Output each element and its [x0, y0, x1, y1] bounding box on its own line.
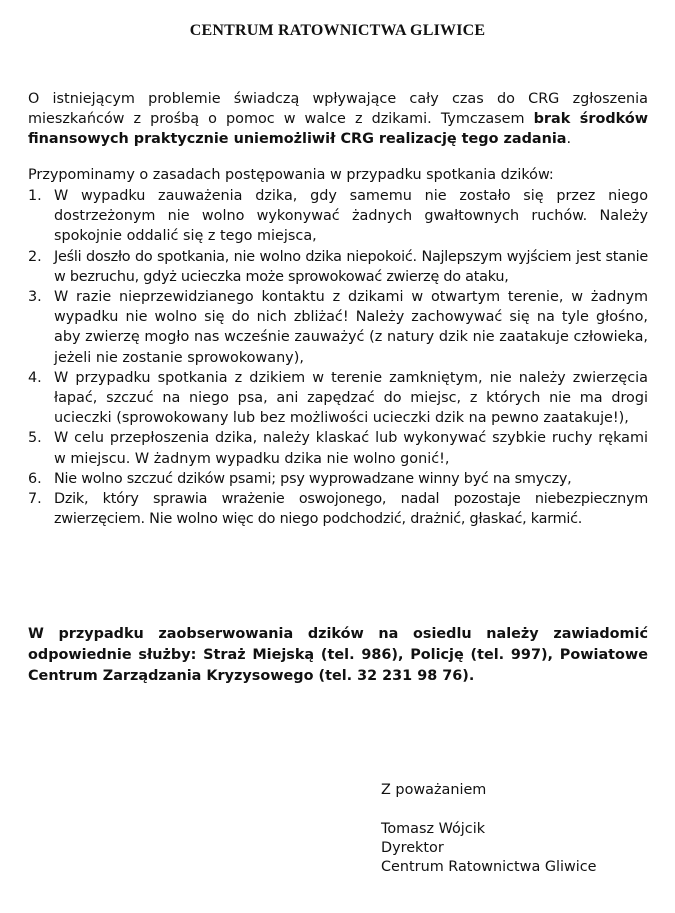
rule-text: W celu przepłoszenia dzika, należy klaskać lub wykonywać szybkie ruchy rękami w miejscu. W żadnym wypadku dzika nie wolno gonić!,: [54, 430, 648, 467]
rule-item-3: [28, 287, 648, 368]
signatory-name: Tomasz Wójcik: [381, 821, 486, 837]
rule-text: W wypadku zauważenia dzika, gdy samemu nie zostało się przez niego dostrzeżonym nie wolno wykonywać żadnych gwałtownych ruchów. Należy spokojnie oddalić się z tego miejsca,: [54, 188, 648, 245]
rule-item-4: [28, 368, 648, 429]
intro-bold-text: brak środków finansowych praktycznie uniemożliwił CRG realizację tego zadania: [28, 111, 648, 147]
rule-number: 1.: [28, 188, 42, 204]
rule-item-1: [28, 186, 648, 247]
signatory-position: Dyrektor: [381, 840, 444, 856]
rule-text: W razie nieprzewidzianego kontaktu z dzikami w otwartym terenie, w żadnym wypadku nie wolno się do nich zbliżać! Należy zachowywać się na tyle głośno, aby zwierzę mogło nas wcześnie zauważyć (z natury dzik nie zaatakuje człowieka, jeżeli nie zostanie sprowokowany),: [54, 289, 648, 366]
rule-item-7: [28, 489, 648, 529]
closing-regards: Z poważaniem: [381, 782, 487, 798]
signature-block: [381, 820, 597, 877]
notice-paragraph: W przypadku zaobserwowania dzików na osiedlu należy zawiadomić odpowiednie służby: Straż Miejską (tel. 986), Policję (tel. 997), Powiatowe Centrum Zarządzania Kryzysowego (tel. 32 231 98 76).: [28, 626, 648, 684]
rule-number: 7.: [28, 491, 42, 508]
intro-paragraph: [28, 89, 648, 149]
rule-item-2: [28, 247, 648, 287]
rule-number: 2.: [28, 248, 42, 265]
document-title: CENTRUM RATOWNICTWA GLIWICE: [189, 22, 486, 39]
rule-item-5: [28, 428, 648, 468]
intro-text-end: .: [566, 131, 572, 147]
rule-number: 6.: [28, 470, 42, 487]
signatory-organization: Centrum Ratownictwa Gliwice: [381, 859, 597, 875]
rule-number: 3.: [28, 289, 42, 306]
rule-text: W przypadku spotkania z dzikiem w terenie zamkniętym, nie należy zwierzęcia łapać, szczuć na niego psa, ani zapędzać do miejsc, z których nie ma drogi ucieczki (sprowokowany lub bez możliwości ucieczki dzik na pewno zaatakuje!),: [54, 369, 648, 427]
rule-text: Jeśli doszło do spotkania, nie wolno dzika niepokoić. Najlepszym wyjściem jest stanie w bezruchu, gdyż ucieczka może sprowokować zwierzę do ataku,: [54, 248, 648, 285]
intro-text-start: O istniejącym problemie świadczą wpływające cały czas do CRG zgłoszenia mieszkańców z prośbą o pomoc w walce z dzikami. Tymczasem: [28, 91, 648, 127]
rule-text: Dzik, który sprawia wrażenie oswojonego, nadal pozostaje niebezpiecznym zwierzęciem. Nie wolno więc do niego podchodzić, drażnić, głaskać, karmić.: [54, 491, 648, 528]
reminder-line: Przypominamy o zasadach postępowania w przypadku spotkania dzików:: [28, 167, 554, 183]
rule-number: 4.: [28, 369, 42, 386]
rules-list: [28, 186, 648, 529]
rule-item-6: [28, 469, 648, 489]
rule-number: 5.: [28, 430, 42, 447]
rule-text: Nie wolno szczuć dzików psami; psy wyprowadzane winny być na smyczy,: [54, 470, 572, 487]
